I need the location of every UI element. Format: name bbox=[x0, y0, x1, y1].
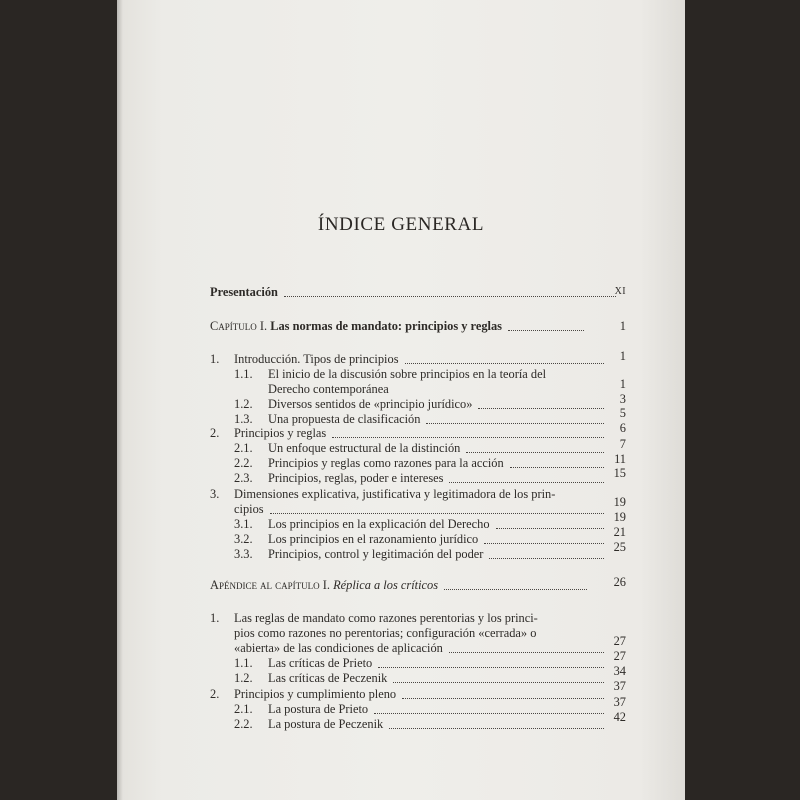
toc-page-number: 26 bbox=[613, 575, 626, 589]
toc-entry-1-2 bbox=[234, 396, 610, 412]
toc-entry-a2-2 bbox=[234, 716, 610, 732]
toc-page-number: 1 bbox=[619, 377, 626, 391]
chapter-prefix: Capítulo I. bbox=[210, 319, 268, 333]
toc-label: Principios, control y legitimación del poder bbox=[268, 547, 484, 561]
dot-leader bbox=[444, 589, 587, 590]
page-shadow bbox=[117, 0, 123, 800]
section-number: 2.1. bbox=[234, 441, 253, 455]
section-number: 1.1. bbox=[234, 656, 253, 670]
toc-label: Las críticas de Prieto bbox=[268, 656, 373, 670]
toc-entry-1-1-line1 bbox=[234, 366, 546, 382]
toc-label: Principios y cumplimiento pleno bbox=[234, 687, 397, 701]
toc-entry-a1-line2 bbox=[234, 625, 536, 641]
toc-page-number: 6 bbox=[619, 421, 626, 435]
toc-page-number: 34 bbox=[613, 664, 626, 678]
toc-entry-3-1 bbox=[234, 516, 610, 532]
toc-page-number: 21 bbox=[613, 525, 626, 539]
toc-label: Las críticas de Peczenik bbox=[268, 671, 388, 685]
toc-page-number: 19 bbox=[613, 510, 626, 524]
dot-leader bbox=[389, 728, 604, 729]
toc-label: pios como razones no perentorias; configuración «cerrada» o bbox=[234, 626, 537, 640]
toc-label: Las reglas de mandato como razones perentorias y los princi- bbox=[234, 611, 538, 625]
dot-leader bbox=[466, 452, 604, 453]
dot-leader bbox=[332, 437, 604, 438]
toc-label: Derecho contemporánea bbox=[268, 382, 389, 396]
toc-page-number: 37 bbox=[613, 679, 626, 693]
dot-leader bbox=[284, 296, 616, 297]
chapter-title: Las normas de mandato: principios y reglas bbox=[270, 319, 502, 333]
toc-page-number: 25 bbox=[613, 540, 626, 554]
toc-page-number: 19 bbox=[613, 495, 626, 509]
section-number: 2.2. bbox=[234, 717, 253, 731]
toc-page-number: 3 bbox=[619, 392, 626, 406]
toc-label: Presentación bbox=[210, 285, 278, 299]
toc-label: El inicio de la discusión sobre principios en la teoría del bbox=[268, 367, 547, 381]
section-number: 2. bbox=[210, 426, 220, 440]
toc-entry-2 bbox=[210, 425, 610, 441]
dot-leader bbox=[270, 513, 604, 514]
toc-entry-3-2 bbox=[234, 531, 610, 547]
toc-label: Dimensiones explicativa, justificativa y legitimadora de los prin- bbox=[234, 487, 556, 501]
toc-page-number: 37 bbox=[613, 695, 626, 709]
section-number: 3.3. bbox=[234, 547, 253, 561]
toc-page-number: 1 bbox=[619, 349, 626, 363]
toc-page-number: 5 bbox=[619, 406, 626, 420]
dot-leader bbox=[449, 482, 604, 483]
appendix-title: Réplica a los críticos bbox=[333, 578, 439, 592]
toc-page-number: 27 bbox=[613, 649, 626, 663]
toc-label: Principios, reglas, poder e intereses bbox=[268, 471, 444, 485]
section-number: 3. bbox=[210, 487, 220, 501]
toc-entry-appendix bbox=[210, 577, 593, 593]
section-number: 1.1. bbox=[234, 367, 253, 381]
toc-label: Los principios en el razonamiento jurídico bbox=[268, 532, 479, 546]
toc-page-number: 11 bbox=[614, 452, 626, 466]
section-number: 1. bbox=[210, 611, 220, 625]
section-number: 1.2. bbox=[234, 671, 253, 685]
toc-entry-a2 bbox=[210, 686, 610, 702]
toc-label: Principios y reglas como razones para la acción bbox=[268, 456, 504, 470]
page-title: ÍNDICE GENERAL bbox=[317, 214, 485, 235]
toc-page-number: 15 bbox=[613, 466, 626, 480]
book-page bbox=[117, 0, 685, 800]
toc-entry-a1-2 bbox=[234, 670, 610, 686]
toc-page-number: 42 bbox=[613, 710, 626, 724]
section-number: 1. bbox=[210, 352, 220, 366]
section-number: 3.2. bbox=[234, 532, 253, 546]
toc-entry-2-2 bbox=[234, 455, 610, 471]
toc-label: Principios y reglas bbox=[234, 426, 327, 440]
section-number: 2. bbox=[210, 687, 220, 701]
toc-label: «abierta» de las condiciones de aplicación bbox=[234, 641, 443, 655]
section-number: 2.1. bbox=[234, 702, 253, 716]
dot-leader bbox=[393, 682, 604, 683]
section-number: 1.2. bbox=[234, 397, 253, 411]
toc-label: La postura de Prieto bbox=[268, 702, 369, 716]
toc-entry-2-3 bbox=[234, 470, 610, 486]
dot-leader bbox=[449, 652, 604, 653]
toc-page-number: 27 bbox=[613, 634, 626, 648]
toc-label: Una propuesta de clasificación bbox=[268, 412, 421, 426]
toc-entry-1 bbox=[210, 351, 610, 367]
toc-page-number: 1 bbox=[619, 319, 626, 333]
toc-page-number: 7 bbox=[619, 437, 626, 451]
toc-entry-3-line1 bbox=[210, 486, 555, 502]
toc-entry-2-1 bbox=[234, 440, 610, 456]
toc-label: Introducción. Tipos de principios bbox=[234, 352, 399, 366]
toc-entry-a1-line1 bbox=[210, 610, 538, 626]
toc-label: Los principios en la explicación del Derecho bbox=[268, 517, 490, 531]
toc-entry-3-line2 bbox=[234, 501, 610, 517]
section-number: 1.3. bbox=[234, 412, 253, 426]
toc-label: La postura de Peczenik bbox=[268, 717, 384, 731]
section-number: 2.3. bbox=[234, 471, 253, 485]
section-number: 2.2. bbox=[234, 456, 253, 470]
dot-leader bbox=[402, 698, 604, 699]
section-number: 3.1. bbox=[234, 517, 253, 531]
toc-entry-presentacion bbox=[210, 284, 622, 300]
dot-leader bbox=[405, 363, 604, 364]
toc-label: cipios bbox=[234, 502, 264, 516]
toc-label: Diversos sentidos de «principio jurídico» bbox=[268, 397, 473, 411]
toc-entry-a2-1 bbox=[234, 701, 610, 717]
dot-leader bbox=[374, 713, 604, 714]
toc-entry-a1-1 bbox=[234, 655, 610, 671]
toc-entry-1-1-line2 bbox=[268, 381, 610, 397]
toc-page-number: XI bbox=[614, 286, 626, 297]
toc-entry-chapter-1 bbox=[210, 318, 590, 334]
dot-leader bbox=[508, 330, 584, 331]
dot-leader bbox=[426, 423, 604, 424]
toc-entry-a1-line3 bbox=[234, 640, 610, 656]
dot-leader bbox=[489, 558, 604, 559]
dot-leader bbox=[378, 667, 604, 668]
toc-label: Un enfoque estructural de la distinción bbox=[268, 441, 461, 455]
appendix-prefix: Apéndice al capítulo I. bbox=[210, 578, 330, 592]
toc-entry-3-3 bbox=[234, 546, 610, 562]
